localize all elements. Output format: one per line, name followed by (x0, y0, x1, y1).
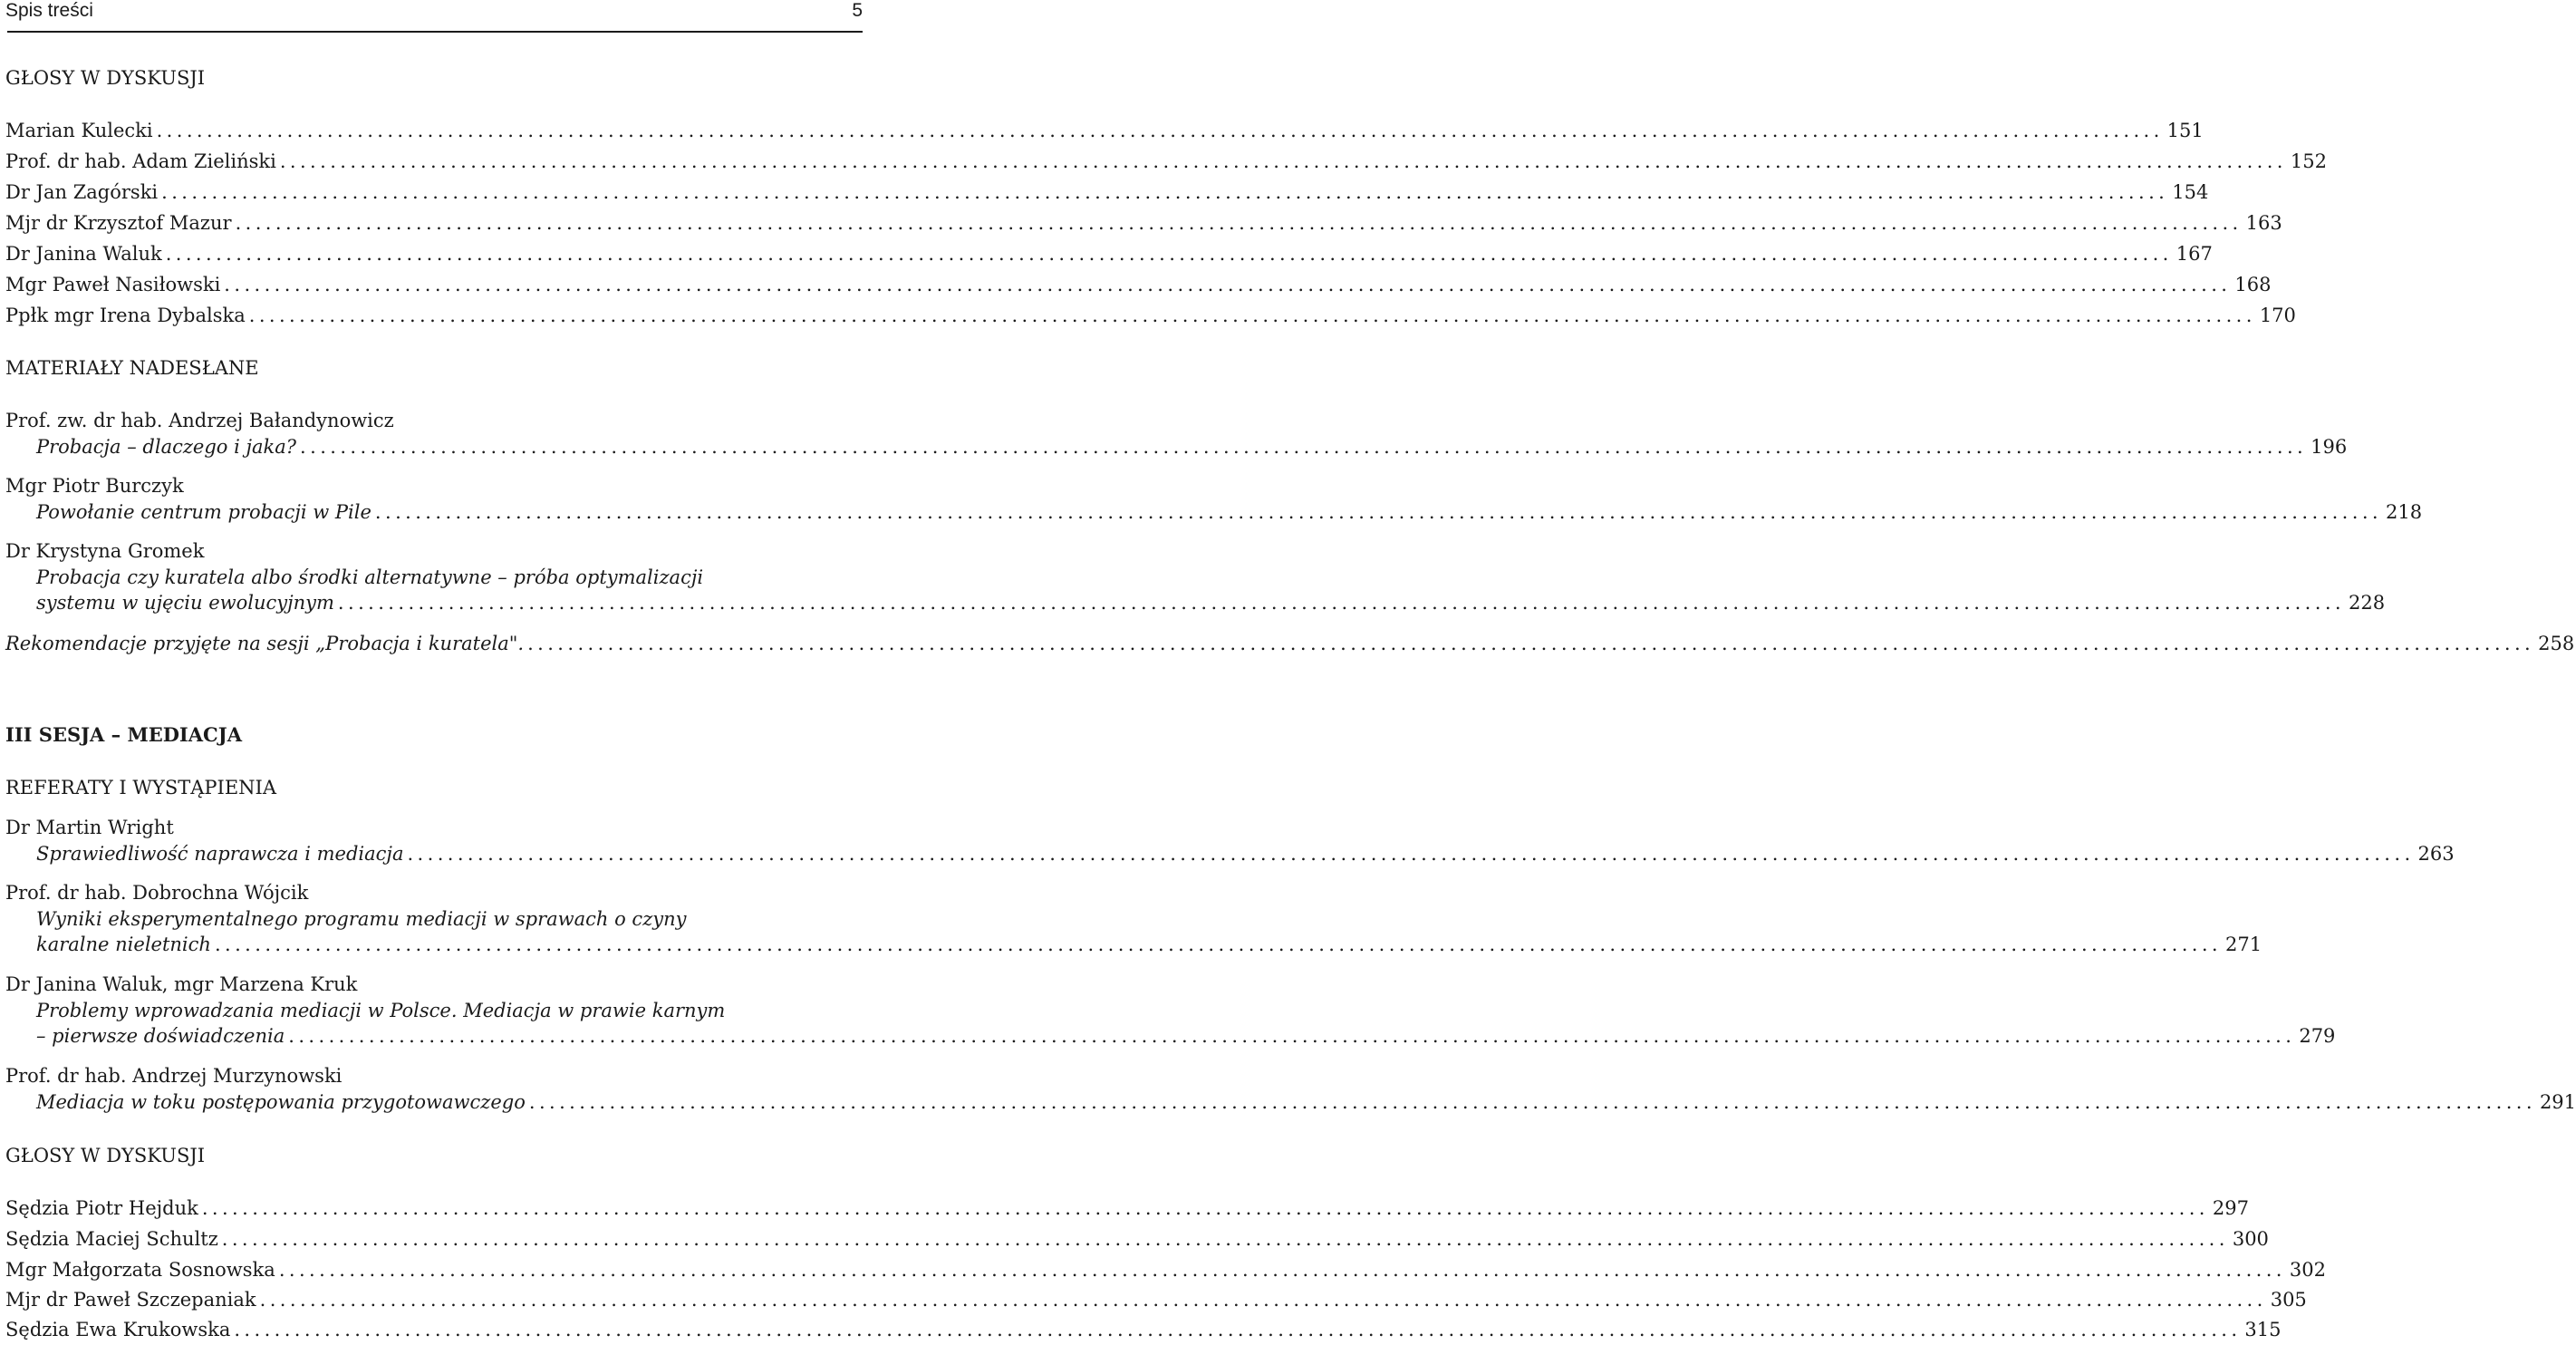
entry-title: Probacja – dlaczego i jaka? (36, 436, 297, 458)
entry-title: Sprawiedliwość naprawcza i mediacja (36, 843, 404, 865)
section-heading-glosy: GŁOSY W DYSKUSJI (5, 1145, 206, 1166)
toc-entry[interactable] (5, 1258, 2326, 1283)
entry-page: 154 (2172, 181, 2209, 203)
entry-label: Marian Kulecki (5, 120, 153, 141)
section-heading-glosy: GŁOSY W DYSKUSJI (5, 67, 206, 89)
toc-entry[interactable] (36, 1090, 2576, 1116)
toc-entry[interactable] (5, 180, 2209, 206)
entry-title: karalne nieletnich (36, 934, 211, 955)
toc-entry[interactable] (36, 1024, 2336, 1050)
entry-label: Ppłk mgr Irena Dybalska (5, 305, 246, 326)
leader-dots: ........................................................................................................................................................................................................ (259, 1289, 2267, 1311)
entry-label: Mgr Paweł Nasiłowski (5, 274, 221, 295)
toc-entry[interactable] (36, 435, 2348, 460)
toc-entry[interactable] (36, 842, 2455, 867)
running-header (5, 0, 863, 25)
entry-page: 218 (2385, 501, 2423, 523)
entry-title-line: Problemy wprowadzania mediacji w Polsce. Mediacja w prawie karnym (36, 1000, 726, 1021)
leader-dots: ........................................................................................................................................................................................................ (165, 243, 2173, 265)
leader-dots: ........................................................................................................................................................................................................ (224, 274, 2232, 295)
entry-page: 305 (2270, 1289, 2307, 1311)
entry-label: Mjr dr Paweł Szczepaniak (5, 1289, 256, 1311)
toc-entry[interactable] (36, 500, 2423, 526)
toc-entry[interactable] (5, 1318, 2282, 1343)
session-heading: III SESJA – MEDIACJA (5, 723, 242, 746)
entry-label: Dr Jan Zagórski (5, 181, 159, 203)
toc-entry[interactable] (5, 150, 2327, 175)
entry-page: 258 (2538, 633, 2575, 654)
leader-dots: ........................................................................................................................................................................................................ (201, 1197, 2209, 1219)
leader-dots: ........................................................................................................................................................................................................ (527, 633, 2535, 654)
entry-page: 300 (2232, 1228, 2269, 1250)
entry-label: Sędzia Ewa Krukowska (5, 1319, 231, 1340)
entry-page: 228 (2348, 592, 2386, 614)
entry-page: 279 (2299, 1025, 2336, 1047)
leader-dots: ........................................................................................................................................................................................................ (161, 181, 2169, 203)
header-rule (7, 31, 863, 33)
entry-page: 170 (2259, 305, 2296, 326)
toc-entry[interactable] (5, 119, 2204, 144)
entry-title: – pierwsze doświadczenia (36, 1025, 285, 1047)
toc-entry[interactable] (5, 242, 2213, 267)
toc-entry[interactable] (5, 211, 2282, 237)
leader-dots: ........................................................................................................................................................................................................ (221, 1228, 2229, 1250)
toc-entry[interactable] (36, 933, 2262, 958)
entry-page: 291 (2539, 1091, 2576, 1113)
entry-title: systemu w ujęciu ewolucyjnym (36, 592, 334, 614)
leader-dots: ........................................................................................................................................................................................................ (156, 120, 2164, 141)
toc-entry[interactable] (36, 591, 2386, 616)
leader-dots: ........................................................................................................................................................................................................ (248, 305, 2256, 326)
toc-entry[interactable] (5, 1227, 2269, 1253)
section-heading-materialy: MATERIAŁY NADESŁANE (5, 357, 259, 379)
entry-author: Dr Krystyna Gromek (5, 540, 205, 562)
toc-entry[interactable] (5, 1196, 2249, 1222)
entry-title-line: Probacja czy kuratela albo środki alternatywne – próba optymalizacji (36, 566, 704, 588)
entry-page: 151 (2166, 120, 2204, 141)
toc-entry[interactable] (5, 304, 2296, 329)
entry-label: Sędzia Piotr Hejduk (5, 1197, 198, 1219)
entry-title: Mediacja w toku postępowania przygotowawczego (36, 1091, 526, 1113)
toc-entry[interactable] (5, 1288, 2307, 1313)
entry-page: 152 (2290, 150, 2327, 172)
leader-dots: ........................................................................................................................................................................................................ (278, 1259, 2286, 1281)
entry-title: Powołanie centrum probacji w Pile (36, 501, 371, 523)
entry-label: Mgr Małgorzata Sosnowska (5, 1259, 275, 1281)
leader-dots: ........................................................................................................................................................................................................ (279, 150, 2287, 172)
entry-title: Rekomendacje przyjęte na sesji „Probacja i kuratela". (5, 633, 525, 654)
leader-dots: ........................................................................................................................................................................................................ (337, 592, 2345, 614)
entry-author: Prof. dr hab. Dobrochna Wójcik (5, 882, 309, 904)
leader-dots: ........................................................................................................................................................................................................ (407, 843, 2415, 865)
leader-dots: ........................................................................................................................................................................................................ (235, 212, 2243, 234)
entry-label: Dr Janina Waluk (5, 243, 162, 265)
leader-dots: ........................................................................................................................................................................................................ (234, 1319, 2242, 1340)
entry-page: 163 (2245, 212, 2282, 234)
header-page-number: 5 (852, 0, 863, 21)
leader-dots: ........................................................................................................................................................................................................ (528, 1091, 2536, 1113)
entry-label: Sędzia Maciej Schultz (5, 1228, 218, 1250)
entry-page: 297 (2212, 1197, 2249, 1219)
leader-dots: ........................................................................................................................................................................................................ (214, 934, 2222, 955)
entry-page: 167 (2176, 243, 2213, 265)
entry-label: Prof. dr hab. Adam Zieliński (5, 150, 276, 172)
entry-author: Dr Martin Wright (5, 817, 174, 838)
entry-title-line: Wyniki eksperymentalnego programu mediacji w sprawach o czyny (36, 908, 687, 930)
entry-page: 168 (2234, 274, 2272, 295)
toc-entry[interactable] (5, 273, 2272, 298)
entry-label: Mjr dr Krzysztof Mazur (5, 212, 232, 234)
entry-page: 315 (2244, 1319, 2282, 1340)
leader-dots: ........................................................................................................................................................................................................ (300, 436, 2308, 458)
toc-entry-rekomendacje[interactable] (5, 632, 2575, 657)
entry-page: 196 (2311, 436, 2348, 458)
section-heading-referaty: REFERATY I WYSTĄPIENIA (5, 777, 276, 798)
entry-page: 271 (2225, 934, 2262, 955)
leader-dots: ........................................................................................................................................................................................................ (288, 1025, 2296, 1047)
entry-author: Prof. dr hab. Andrzej Murzynowski (5, 1065, 343, 1087)
entry-author: Dr Janina Waluk, mgr Marzena Kruk (5, 973, 358, 995)
header-title: Spis treści (5, 0, 93, 21)
entry-page: 263 (2417, 843, 2455, 865)
entry-page: 302 (2289, 1259, 2326, 1281)
entry-author: Prof. zw. dr hab. Andrzej Bałandynowicz (5, 410, 394, 431)
entry-author: Mgr Piotr Burczyk (5, 475, 184, 497)
leader-dots: ........................................................................................................................................................................................................ (374, 501, 2382, 523)
